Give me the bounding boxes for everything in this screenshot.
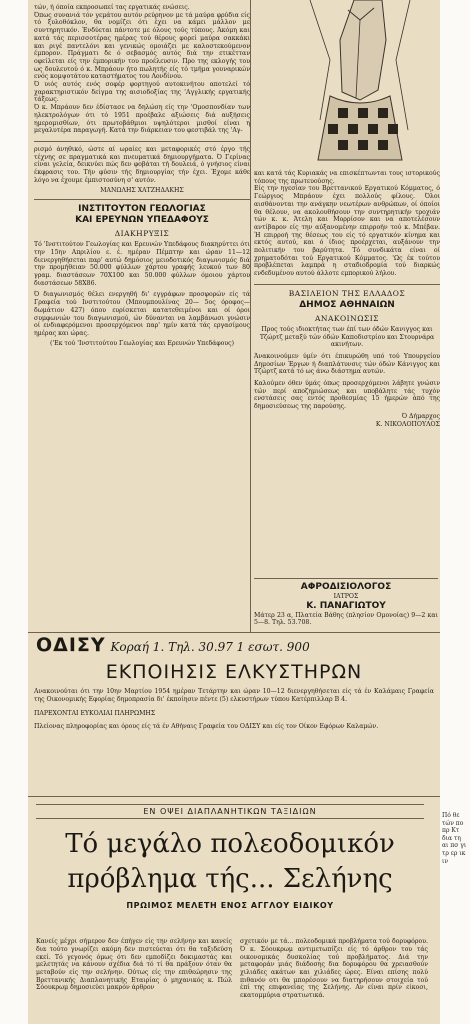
notice-footer: ('Εκ τού 'Ινστιτούτου Γεωλογίας και Ερευνών Υπεδάφους)	[49, 339, 235, 347]
ad-info: Μάτερ 23 α, Πλατεία Βάθης (πλησίον Ομονοίας) 9—2 και 5—8. Τηλ. 53.708.	[254, 611, 438, 627]
section-divider	[34, 199, 250, 200]
odisy-contact: Κοραή 1. Τηλ. 30.97 1 εσωτ. 900	[110, 640, 310, 654]
auction-info: Πλείονας πληροφορίας και όρους είς τά έν Αθήναις Γραφεία του ΟΔΙΣΥ και είς τον Οίκον Εφόρων Καλαμών.	[34, 723, 379, 731]
article-subheading: ΠΡΩΙΜΟΣ ΜΕΛΕΤΗ ΕΝΟΣ ΑΓΓΛΟΥ ΕΙΔΙΚΟΥ	[126, 901, 334, 910]
paragraph: Ό διαγωνισμός θέλει ενεργηθή δι' εγγράφων προσφορών είς τά Γραφεία τού Ινστιτούτου (Μπουμπουλίνας 20— 5ος όροφος— δωμάτιον 427) όπου ευρίσκεται κατατεθειμένοι και οί όροι συμφωνιών του διαγωνισμού, ών δύνανται να λαμβάνωσι γνώσιν οί ενδιαφερόμενοι προσερχόμενοι παρ' ημίν κατά τάς εργασίμους ημέρας και ώρας.	[34, 291, 250, 337]
ad-subtitle: ΙΑΤΡΟΣ	[333, 593, 359, 600]
paragraph: και κατά τάς Κυριακάς να επισκέπτωνται τους ιστορικούς τόπους της πρωτευούσης.	[254, 170, 440, 185]
paragraph: Όπως συνανιά τόν γεμάτου αυτόν ρεύρηνον με τά μαύρα φρύδια είς τό ξυλοθόκλον, θα νομίζει ότι έχει να κάμει μάλλον με συντηρητικόν. Ένδύεται πάντοτε με όλους τούς τύπους. Άκόμη και κατά τάς περισσοτέρας ημέρας τού θέρους φορεί μαύρα σακκάκι και ριγέ παντελόνι και γενικώς ομοιάζει με καλοστεκούμενον έμπορον. Πράγματι δε ό σεβασμός αυτός διά την ετικέτταν οφείλεται είς την έμπορικήν του προέλευσιν. Προ της εκλογής του ως δουλευτού ό κ. Μπράουν ήτο πωλητής είς τό τμήμα γουναρικών ενός κομψοτάτου καταστήματος του Λονδίνου.	[34, 11, 250, 81]
notice-lead: Προς τούς ιδιοκτήτας των έπί των όδών Κανιγγος και Τζώρτζ μεταξύ τών όδών Καποδιστρίου και Στουρνάρα ακινήτων.	[259, 325, 435, 349]
auction-title: ΕΚΠΟΙΗΣΙΣ ΕΛΚΥΣΤΗΡΩΝ	[105, 661, 363, 683]
auction-notice	[34, 660, 434, 737]
paragraph: Είς την ηγεσίαν του Βρεττανικού Εργατικού Κόμματος, ό Γεώργιος Μπράουν έχει πολλούς φίλους. Όλοι αισθάνονται την ανάγκην νεωτέρων ανθρώπων, οί όποίοι θα θέλουν, να ακολουθήσουν την συντηρητικήν τροχιάν τών κ. κ. Άτελη και Μορρίσον και να αποτελέσουν αντίβαρον είς την αύξανομένην επιρροήν τού κ. Μπέβαν. Ή επιρροή της θέσεως του είς τό εργατικόν κίνημα και εκτός αυτού, και ό ίδιος προέρχεται, αυξάνουν την πολιτικήν του βαρύτητα. Τό συνδικάτα είναι οί χρηματοδόται τού Εργατικού Κόμματος. 'Ως έκ τούτου προβλέπεται λαμπρά η σταδιοδρομία τού διαρκώς ενδεδυμένου αυτού άλλοτε εμπορικού λήλου.	[254, 185, 440, 278]
section-divider	[254, 284, 440, 285]
fashion-illustration	[290, 0, 430, 166]
moon-article	[28, 800, 432, 1024]
article-body-right: σχετικόν με τά... πολεοδομικά προβλήματα τού δορυφόρου. Ό κ. Σόουκρωμ αντιμετωπίζει είς τό άρθρον του τάς οικονομικάς δυσκολίας τού προβλήματος. Διά την μεταφοράν μιάς διάδοσης δια δορυφόρου θα χρειασθούν χιλιάδες ακάτων και χιλιάδες ώρες. Είναι επίσης πολύ πιθανόν οτι θα μπορέσουν να διατηρήσουν στοιχεία τού έπί της επιφανείας της Σελήνης. Αν είναι πρίν είκοσι, εκατομμύρια στρατιωτικά.	[240, 938, 428, 1000]
newspaper-clipping	[28, 0, 440, 1024]
article-body-left: Κανείς μέχρι σήμερον δεν έπήγεν είς την σελήνην και κανείς δια τούτο γνωρίζει ακόμη δεν πιστεύεται ότι θα ταξιδεύση εκεί. Τό γεγονός όμως ότι δεν εμποδίζει δοκιμαστάς και μελετητάς να κάνουν σχέδια διά τό τί θα πράξουν όταν θα μεταβούν είς την σελήνην. Ούτως είς την επιθεώρησιν της Βρεττανικής Διαπλανητικής Εταιρίας ό μηχανικός κ. Πώλ Σόουκρωμ δημοσιεύει μακρόν άρθρον	[36, 938, 232, 992]
notice-subtitle: ΔΙΑΚΗΡΥΞΙΣ	[114, 229, 170, 239]
paragraph: Ό κ. Μπράουν δεν έδίστασε να δηλώση είς την 'Ομοσπονδίαν των ηλεκτρολόγων ότι τό 1951 προέβαλε αξιώσεις διά αυξήσεις ημερομισθίων, ότι πρωτοβάθμιοι υψηλότεροι μισθοί είναι η μεγαλυτέρα παραγωγή. Κατά την διάρκειαν του φεστιβάλ της 'Αγ-	[34, 104, 250, 135]
section-divider	[34, 141, 250, 142]
notice-title: ΚΑΙ ΕΡΕΥΝΩΝ ΥΠΕΔΑΦΟΥΣ	[75, 215, 209, 226]
auction-text: Ανακοινούται ότι την 10ην Μαρτίου 1954 ημέραν Τετάρτην και ώραν 10—12 διενεργηθήσεται είς τά έν Καλάμαις Γραφεία της Οικονομικής Εφορίας δημοπρασία δι' έκποίησιν πέντε (5) ελκυστήρων τύπου Κατέρπιλλαρ Β 4.	[34, 688, 434, 703]
notice-signer-name: Κ. ΝΙΚΟΛΟΠΟΥΛΟΣ	[375, 420, 440, 428]
article-headline-line-2: πρόβλημα τής... Σελήνης	[67, 864, 393, 894]
notice-title: ΙΝΣΤΙΤΟΥΤΟΝ ΓΕΩΛΟΓΙΑΣ	[78, 204, 206, 215]
notice-title: ΔΗΜΟΣ ΑΘΗΝΑΙΩΝ	[299, 299, 395, 310]
author-signature: ΜΑΝΩΛΗΣ ΧΑΤΖΗΔΑΚΗΣ	[100, 187, 184, 195]
column-right	[254, 170, 440, 428]
notice-signer-title: Ό Δήμαρχος	[401, 412, 440, 420]
auction-payment-note: ΠΑΡΕΧΟΝΤΑΙ ΕΥΚΟΛΙΑΙ ΠΛΗΡΩΜΗΣ	[34, 709, 156, 717]
article-kicker: ΕΝ ΟΨΕΙ ΔΙΑΠΛΑΝΗΤΙΚΩΝ ΤΑΞΙΔΙΩΝ	[36, 804, 424, 819]
section-divider	[28, 796, 440, 797]
paragraph: Τό 'Ινστιτούτον Γεωλογίας και Ερευνών Υπεδάφους διακηρύττει ότι την 15ην Απριλίου ε. έ. ημέραν Πέμπτην και ώραν 11—12 διενεργηθήσεται παρ' αυτώ δημόσιος μειοδοτικός διαγωνισμός διά την προμήθειαν 50.000 φύλλων χάρτου γραφής λευκού των 80 γραμ. διαστάσεων 70Χ100 και 50.000 φύλλων όμοιου χάρτου διαστάσεων 58Χ86.	[34, 241, 250, 287]
paragraph: ρισμό άνηθικό, ώστε αί ωραίες και μεταφορικές στό έργο τής τέχνης σε πραγματικά και πνευματικά δημιουργήματα. Ό Γερίνας είναι γελεία, δεικνύει πώς δεν φοβάται τή δουλειά, ό γνήσιος είναι έκφρασις του. Τήν φύσιν τής δημιουργίας τήν έχει. Έχομε κάθε λόγο να έχουμε έμπιστοσύνη σ' αυτόν.	[34, 145, 250, 184]
paragraph: Καλούμεν όθεν ύμάς όπως προσερχόμενοι λάβητε γνώσιν τών περί αποζημιώσεως και υποβάλητε τάς τυχόν ενστάσεις σας εντός προθεσμίας 15 ήμερών άπό της δημοσιεύσεως της παρούσης.	[254, 380, 440, 411]
article-headline-line-1: Τό μεγάλο πολεοδομικόν	[65, 829, 395, 859]
odisy-header	[36, 636, 436, 656]
column-left	[34, 4, 250, 347]
section-divider	[28, 632, 440, 633]
paragraph: Άνακοινούμεν ύμίν ότι έπικυρώθη υπό τού Υπουργείου Δημοσίων Έργων ή διαπλάτυνσις τών όδών Κάνιγγος και Τζώρτζ κατά τό ως άνω διάστημα αυτών.	[254, 352, 440, 376]
paragraph: τών, ή όποία εκπροσωπεί τας εργατικάς ενώσεις.	[34, 4, 190, 11]
doctor-advertisement	[254, 578, 438, 629]
page-margin	[440, 0, 470, 1024]
paragraph: Ό υιός αυτός ενός σοφέρ φορτηγού αυτοκινήτου αποτελεί τό χαρακτηριστικόν δείγμα της αισιοδοξίας της 'Αγγλικής εργατικής τάξεως.	[34, 81, 250, 104]
adjacent-column-fragment: Πό θε τών πο πρ Κτ δια τη αι πσ γι τρ ερ ικ ιν	[442, 812, 467, 865]
notice-pre-title: ΒΑΣΙΛΕΙΟΝ ΤΗΣ ΕΛΛΑΔΟΣ	[288, 288, 406, 298]
ad-name: Κ. ΠΑΝΑΓΙΩΤΟΥ	[306, 600, 386, 611]
column-divider	[250, 0, 251, 632]
ad-title: ΑΦΡΟΔΙΣΙΟΛΟΓΟΣ	[300, 582, 392, 592]
odisy-name: ΟΔΙΣΥ	[36, 634, 106, 656]
notice-subtitle: ΑΝΑΚΟΙΝΩΣΙΣ	[315, 313, 379, 323]
